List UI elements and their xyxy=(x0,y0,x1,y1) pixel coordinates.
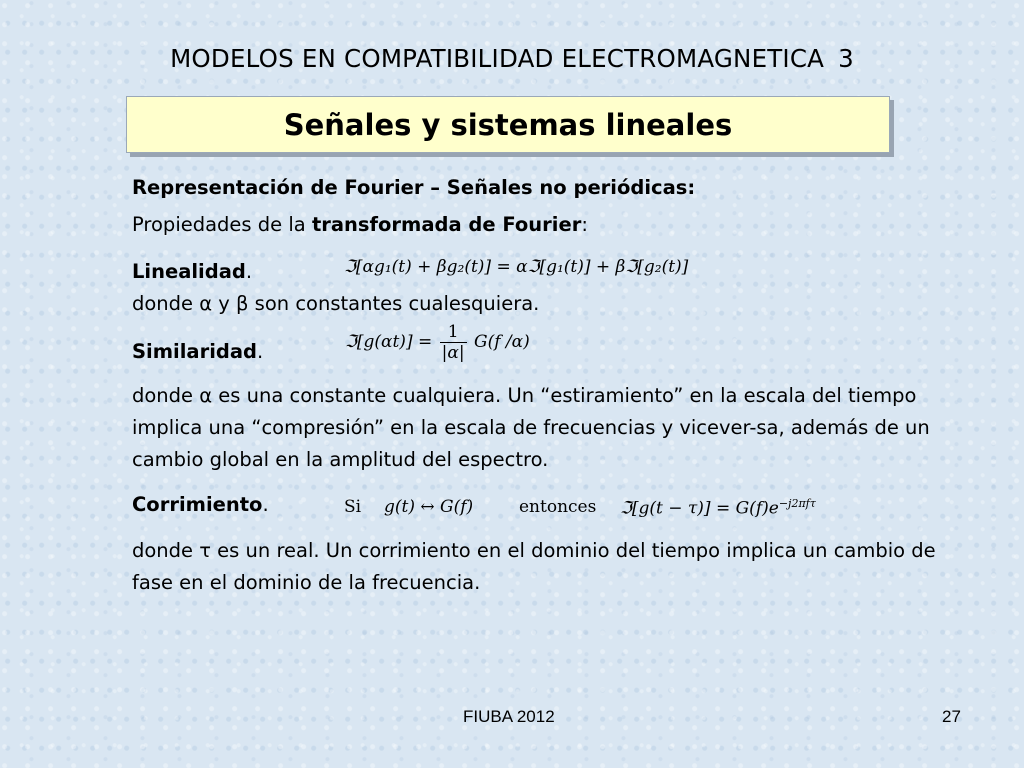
intro-suffix: : xyxy=(581,213,588,236)
linealidad-note: donde α y β son constantes cualesquiera. xyxy=(132,292,540,315)
corrimiento-heading xyxy=(132,493,269,516)
similaridad-label: Similaridad xyxy=(132,340,257,363)
corrimiento-period: . xyxy=(262,493,269,516)
linealidad-period: . xyxy=(245,260,253,283)
corrimiento-exponent: −j2πfτ xyxy=(778,497,816,510)
intro-line xyxy=(132,213,588,236)
section-heading: Representación de Fourier – Señales no periódicas: xyxy=(132,176,696,199)
similaridad-formula-right: G(f /α) xyxy=(473,332,530,352)
similaridad-fraction xyxy=(440,322,467,363)
similaridad-formula xyxy=(345,322,530,363)
similaridad-note: donde α es una constante cualquiera. Un “estiramiento” en la escala del tiempo implica una “compresión” en la escala de frecuencias y vicever-sa, además de un cambio global en la amplitud del espectro. xyxy=(132,384,930,471)
corrimiento-formula-main: ℑ[g(t − τ)] = G(f)e xyxy=(620,498,779,519)
linealidad-label: Linealidad xyxy=(132,260,246,283)
corrimiento-pair: g(t) ↔ G(f) xyxy=(384,497,474,517)
linealidad-formula: ℑ[αg₁(t) + βg₂(t)] = αℑ[g₁(t)] + βℑ[g₂(t)] xyxy=(344,257,689,277)
footer-center: FIUBA 2012 xyxy=(463,707,555,726)
page-number: 27 xyxy=(942,707,961,726)
chapter-number: 3 xyxy=(838,44,854,73)
corrimiento-label: Corrimiento xyxy=(132,493,263,516)
corrimiento-entonces: entonces xyxy=(519,497,597,517)
linealidad-heading xyxy=(132,260,252,283)
similaridad-heading xyxy=(132,340,263,363)
fraction-denominator: |α| xyxy=(441,343,465,363)
course-title: MODELOS EN COMPATIBILIDAD ELECTROMAGNETICA xyxy=(170,44,825,73)
intro-prefix: Propiedades de la xyxy=(132,213,312,236)
corrimiento-si: Si xyxy=(344,497,362,517)
similaridad-period: . xyxy=(256,340,264,363)
slide-title: Señales y sistemas lineales xyxy=(283,107,733,142)
similaridad-formula-left: ℑ[g(αt)] = xyxy=(345,332,433,352)
corrimiento-formula xyxy=(620,497,816,519)
fraction-numerator: 1 xyxy=(440,322,467,343)
intro-bold: transformada de Fourier xyxy=(311,213,582,236)
slide-header xyxy=(0,44,1024,73)
slide-title-box xyxy=(126,96,890,153)
corrimiento-note: donde τ es un real. Un corrimiento en el dominio del tiempo implica un cambio de fase en el dominio de la frecuencia. xyxy=(132,539,936,594)
